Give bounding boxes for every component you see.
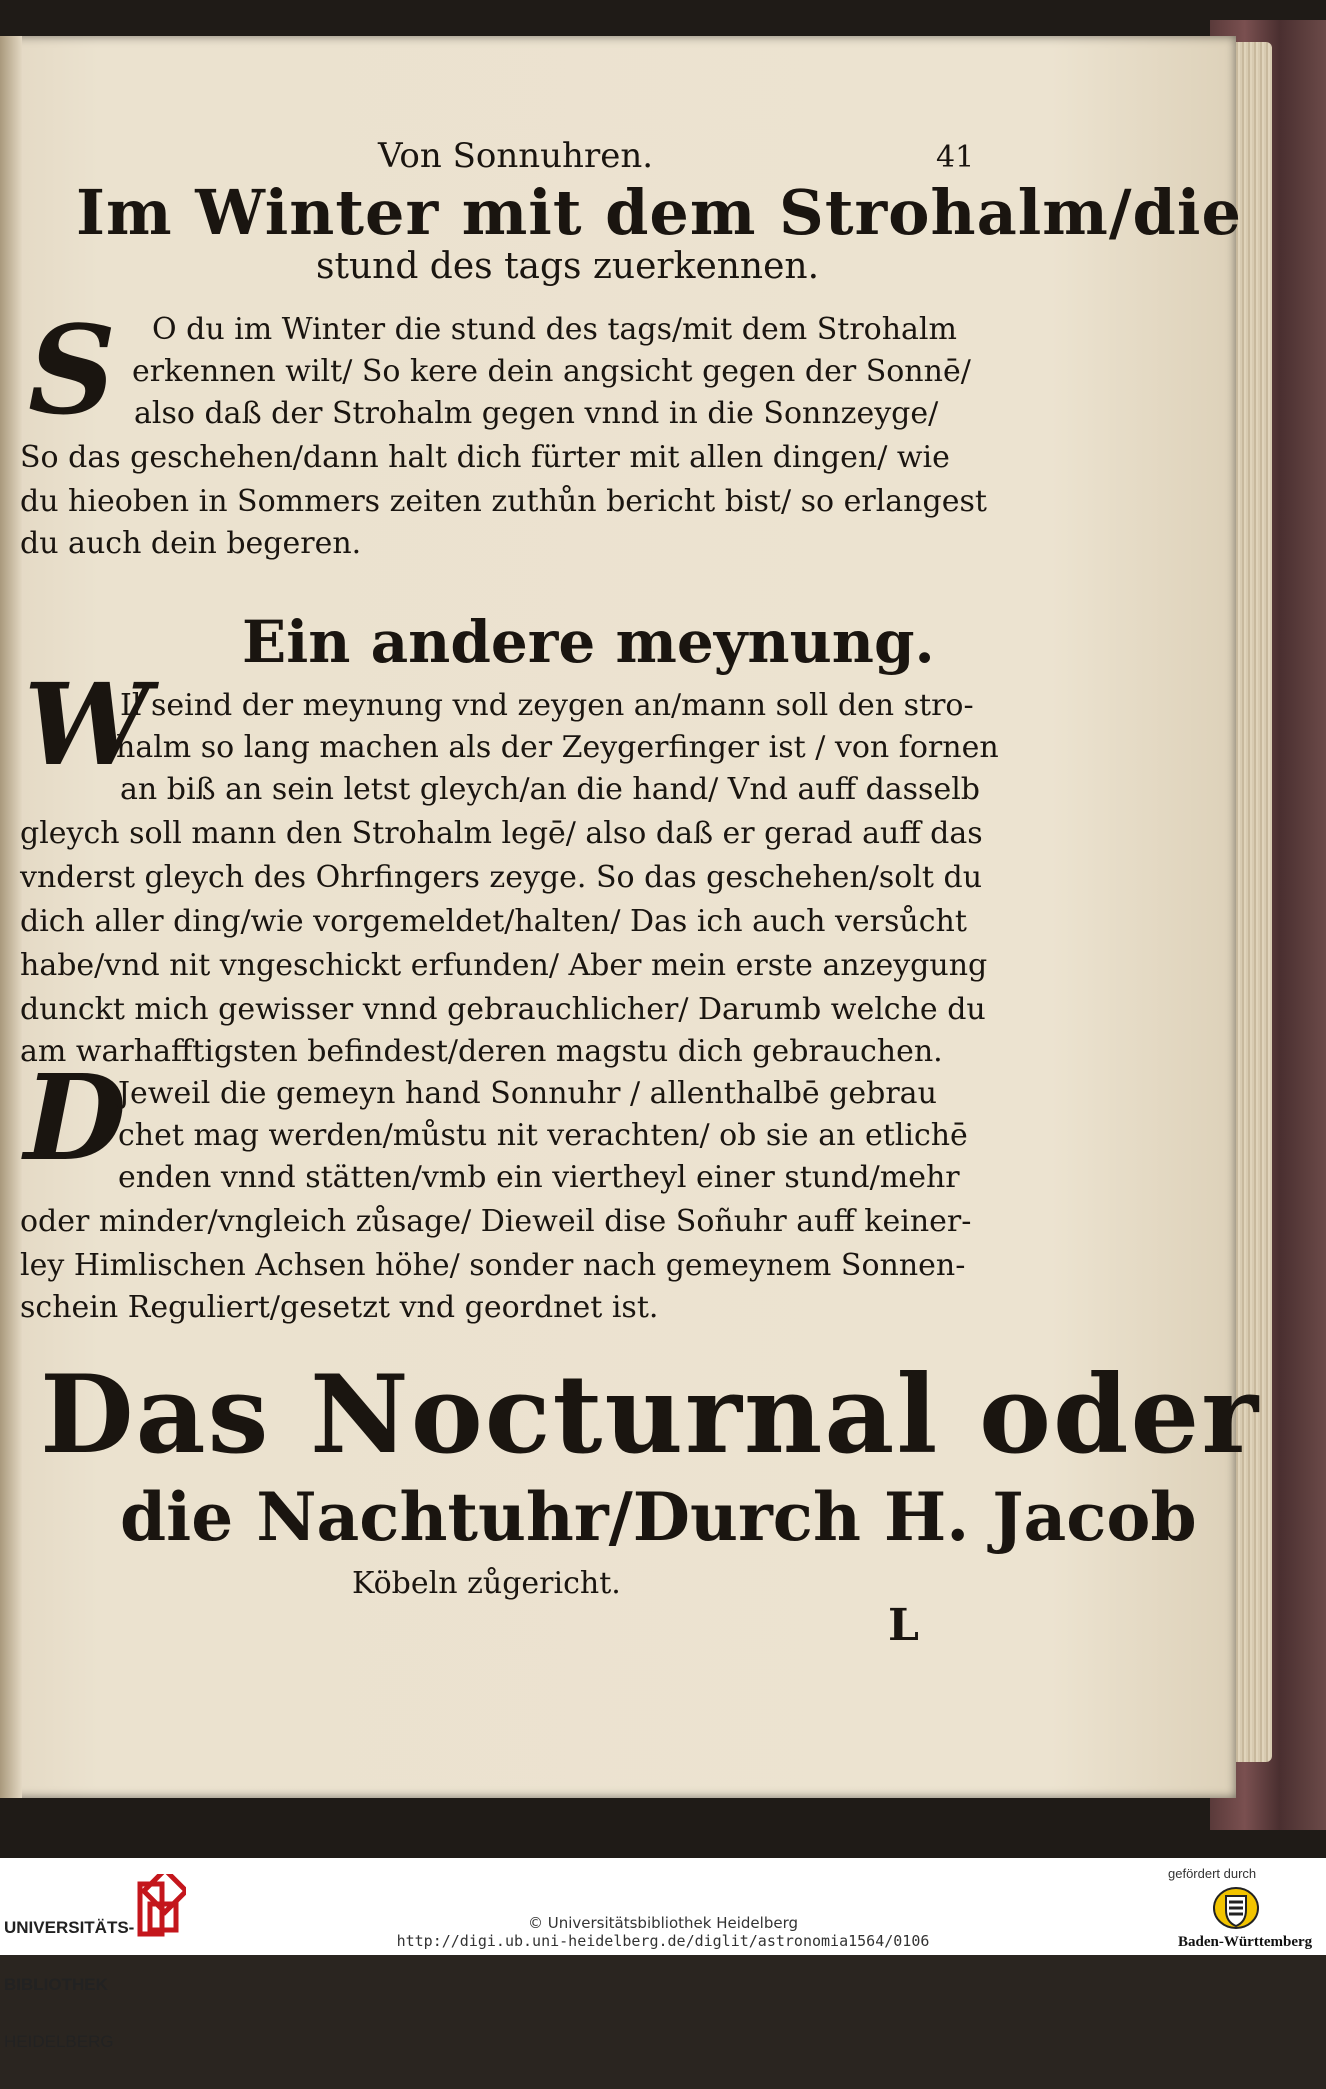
library-logo-text[interactable] [4, 1880, 134, 2089]
section-title-1: Im Winter mit dem Strohalm/die [76, 176, 1242, 249]
paragraph-1-line: erkennen wilt/ So kere dein angsicht gegen der Sonnē/ [132, 354, 971, 389]
paragraph-3-line: Jeweil die gemeyn hand Sonnuhr / allenthalbē gebrau [118, 1076, 937, 1111]
paragraph-2-line: vnderst gleych des Ohrfingers zeyge. So das geschehen/solt du [20, 860, 983, 895]
folio-number: 41 [936, 140, 975, 175]
sponsor-label: gefördert durch [1168, 1866, 1257, 1881]
copyright-text: © Universitätsbibliothek Heidelberg [527, 1914, 798, 1932]
library-name-line: BIBLIOTHEK [4, 1975, 108, 1994]
paragraph-1-line: du auch dein begeren. [20, 526, 362, 561]
paragraph-1-line: O du im Winter die stund des tags/mit dem Strohalm [152, 312, 957, 347]
drop-cap-s: S [28, 298, 117, 442]
paragraph-2-line: habe/vnd nit vngeschickt erfunden/ Aber mein erste anzeygung [20, 948, 988, 983]
running-head: Von Sonnuhren. [378, 136, 654, 176]
paragraph-2-line: dunckt mich gewisser vnnd gebrauchlicher/ Darumb welche du [20, 992, 986, 1027]
paragraph-3-line: schein Reguliert/gesetzt vnd geordnet ist. [20, 1290, 659, 1325]
library-name-line: UNIVERSITÄTS- [4, 1918, 135, 1937]
viewer-footer [0, 1858, 1326, 2051]
paragraph-2-line: dich aller ding/wie vorgemeldet/halten/ Das ich auch versůcht [20, 904, 967, 939]
paragraph-2-line: am warhafftigsten befindest/deren magstu dich gebrauchen. [20, 1034, 943, 1069]
paragraph-3-line: ley Himlischen Achsen höhe/ sonder nach gemeynem Sonnen- [20, 1248, 966, 1283]
paragraph-3-line: enden vnnd stätten/vmb ein viertheyl einer stund/mehr [118, 1160, 960, 1195]
paragraph-2-line: halm so lang machen als der Zeygerfinger ist / von fornen [116, 730, 999, 765]
baden-wuerttemberg-crest-icon[interactable] [1212, 1886, 1260, 1930]
signature-mark: L [888, 1600, 919, 1651]
paragraph-3-line: oder minder/vngleich zůsage/ Dieweil dise Soñuhr auff keiner- [20, 1204, 972, 1239]
paragraph-3-line: chet mag werden/můstu nit verachten/ ob sie an etlichē [118, 1118, 968, 1153]
section-title-3-line3: Köbeln zůgericht. [352, 1566, 621, 1601]
paragraph-2-line: an biß an sein letst gleych/an die hand/ Vnd auff dasselb [120, 772, 981, 807]
drop-cap-d: D [24, 1048, 127, 1187]
paragraph-1-line: also daß der Strohalm gegen vnnd in die Sonnzeyge/ [134, 396, 939, 431]
section-title-2: Ein andere meynung. [242, 608, 935, 676]
gutter-shadow [0, 36, 22, 1798]
library-city-line: HEIDELBERG [4, 2032, 114, 2051]
paragraph-2-line: Il seind der meynung vnd zeygen an/mann soll den stro- [120, 688, 974, 723]
section-title-3: Das Nocturnal oder [40, 1352, 1261, 1478]
paragraph-2-line: gleych soll mann den Strohalm legē/ also daß er gerad auff das [20, 816, 983, 851]
section-title-3-line2: die Nachtuhr/Durch H. Jacob [120, 1478, 1197, 1556]
paragraph-1-line: So das geschehen/dann halt dich fürter mit allen dingen/ wie [20, 440, 950, 475]
drop-cap-w: W [24, 660, 150, 791]
permalink-url[interactable]: http://digi.ub.uni-heidelberg.de/diglit/astronomia1564/0106 [396, 1932, 930, 1950]
sponsor-name: Baden-Württemberg [1178, 1934, 1313, 1950]
section-title-1-line2: stund des tags zuerkennen. [316, 246, 820, 287]
paragraph-1-line: du hieoben in Sommers zeiten zuthůn bericht bist/ so erlangest [20, 484, 987, 519]
